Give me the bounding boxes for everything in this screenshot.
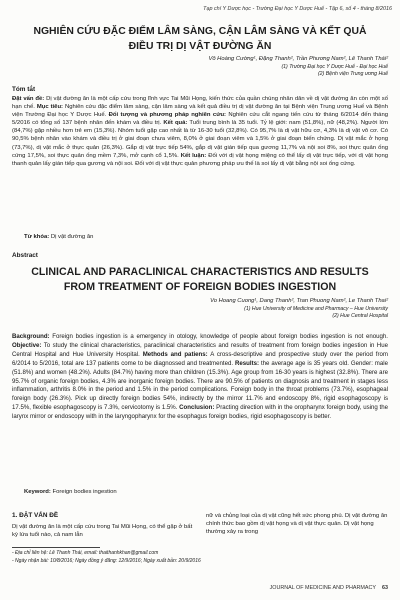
english-affiliation-2: (2) Hue Central Hospital [332,313,388,319]
footnote-divider [12,547,100,548]
english-affiliation-1: (1) Hue University of Medicine and Pharmacy – Hue University [244,306,388,312]
english-authors: Vo Hoang Cuong¹, Dang Thanh², Tran Phuong Nam², Le Thanh Thai² [210,298,388,304]
correspondence-footnote: - Địa chỉ liên hệ: Lê Thanh Thái, email: thaithanhkhan@gmail.com [12,550,159,556]
page-number: 63 [382,585,388,591]
vietnamese-affiliation-2: (2) Bệnh viện Trung ương Huế [317,71,388,77]
vietnamese-authors: Võ Hoàng Cường¹, Đặng Thanh², Trần Phương Nam², Lê Thanh Thái² [208,56,388,62]
journal-name: JOURNAL OF MEDICINE AND PHARMACY [269,585,376,591]
english-abstract-text: Background: Foreign bodies ingestion is a emergency in otology, knowledge of people about foreign bodies ingestion is not enough. Objective: To study the clinical characteristics, paraclinical characteristics and results of treatment from foreign bodies ingestion in Hue Central Hospital and Hue University Hospital. Methods and patiens: A cross-descriptive and prospective study over the period from 6/2014 to 5/2016, total are 137 patients come to be diagnossed and treatmented. Results: the average age is 35 years old. Gender: male (51.8%) and women (48.2%). Adults (84.7%) having more than children (15.3%). Age group from 16-30 years is highest (32.8%). There are 95.7% of organic foreign bodies, 4.3% are inorganic foreign bodies. There are 90.5% of patients on diagnosis and treatment in stages less inflammation, arthritis 8.0% in the period and 1.5% in the period complications. Foreign body in the throat problems (73.7%), esophageal foreign body (26.3%). Pick up directly foreign bodies 54%, indirectly by the mirror 11.7% and endoscopy 8%, rigid esophagoscopy is 17.5%, flexible esophagoscopy is 7.3%, cervicotomy is 1.5%. Conclusion: Practing direction with in the oropharynx foreign body, using the larynx mirror or endoscopy with in the laryngopharynx for the esophagus foreign bodies, rigid esophagoscopy is better. [12,333,388,421]
vietnamese-title: NGHIÊN CỨU ĐẶC ĐIỂM LÂM SÀNG, CẬN LÂM SÀNG VÀ KẾT QUẢ ĐIỀU TRỊ DỊ VẬT ĐƯỜNG ĂN [33,26,367,52]
introduction-right-column: nữ và chủng loại của dị vật cũng hết sức phong phú. Dị vật đường ăn chính thức bao gồm dị vật họng và dị vật thực quản. Dị vật họng thường xảy ra trong [206,513,388,536]
vietnamese-abstract-heading: Tóm tắt [12,86,36,93]
vietnamese-keywords: Từ khóa: Dị vật đường ăn [24,234,94,240]
dates-footnote: - Ngày nhận bài: 10/8/2016; Ngày đồng ý đăng: 12/9/2016; Ngày xuất bản: 20/9/2016 [12,558,201,564]
introduction-left-column: Dị vật đường ăn là một cấp cứu trong Tai Mũi Họng, có thể gặp ở bất kỳ lứa tuổi nào, cả nam lẫn [12,524,193,539]
english-title: CLINICAL AND PARACLINICAL CHARACTERISTICS AND RESULTS FROM TREATMENT OF FOREIGN BODIES INGESTION [31,266,369,293]
vietnamese-affiliation-1: (1) Trường Đại học Y Dược Huế - Đại học Huế [281,64,388,70]
page-footer [270,585,388,591]
running-head: Tạp chí Y Dược học - Trường Đại học Y Dược Huế - Tập 6, số 4 - tháng 8/2016 [203,6,392,12]
introduction-heading: 1. ĐẶT VẤN ĐỀ [12,512,59,519]
english-keywords: Keyword: Foreign bodies ingestion [24,489,117,495]
english-abstract-heading: Abstract [12,252,38,259]
vietnamese-abstract-text: Đặt vấn đề: Dị vật đường ăn là một cấp cứu trong lĩnh vực Tai Mũi Họng, kiến thức của quần chúng nhân dân về dị vật đường ăn còn một số hạn chế. Mục tiêu: Nghiên cứu đặc điểm lâm sàng, cận lâm sàng và kết quả điều trị dị vật đường ăn tại Bệnh viện Trung ương Huế và Bệnh viện Trường Đại học Y Dược Huế. Đối tượng và phương pháp nghiên cứu: Nghiên cứu cắt ngang tiến cứu từ tháng 6/2014 đến tháng 5/2016 có tổng số 137 bệnh nhân đến khám và điều trị. Kết quả: Tuổi trung bình là 35 tuổi. Tỷ lệ giới: nam (51,8%), nữ (48,2%). Người lớn (84,7%) gặp nhiều hơn trẻ em (15,3%). Nhóm tuổi gặp cao nhất là từ 16-30 tuổi (32,8%). Có 95,7% là dị vật hữu cơ, 4,3% là dị vật vô cơ. Có 90,5% bệnh nhân vào khám và điều trị ở giai đoạn chưa viêm, 8,0% ở giai đoạn viêm và 1,5% ở giai đoạn biến chứng. Dị vật mắc ở họng (73,7%), dị vật mắc ở thực quản (26,3%). Gắp dị vật trực tiếp 54%, gắp dị vật gián tiếp qua gương 11,7% và nội soi 8%, soi thực quản ống cứng 17,5%, soi thực quản ống mềm 7,3%, mở cạnh cổ 1,5%. Kết luận: Đối với dị vật họng miệng có thể lấy dị vật trực tiếp, với dị vật họng thanh quản lấy gián tiếp qua gương và nội soi. Đối với dị vật thực quản phương pháp ưu thế là soi lấy dị vật bằng nội soi ống cứng. [12,96,388,167]
